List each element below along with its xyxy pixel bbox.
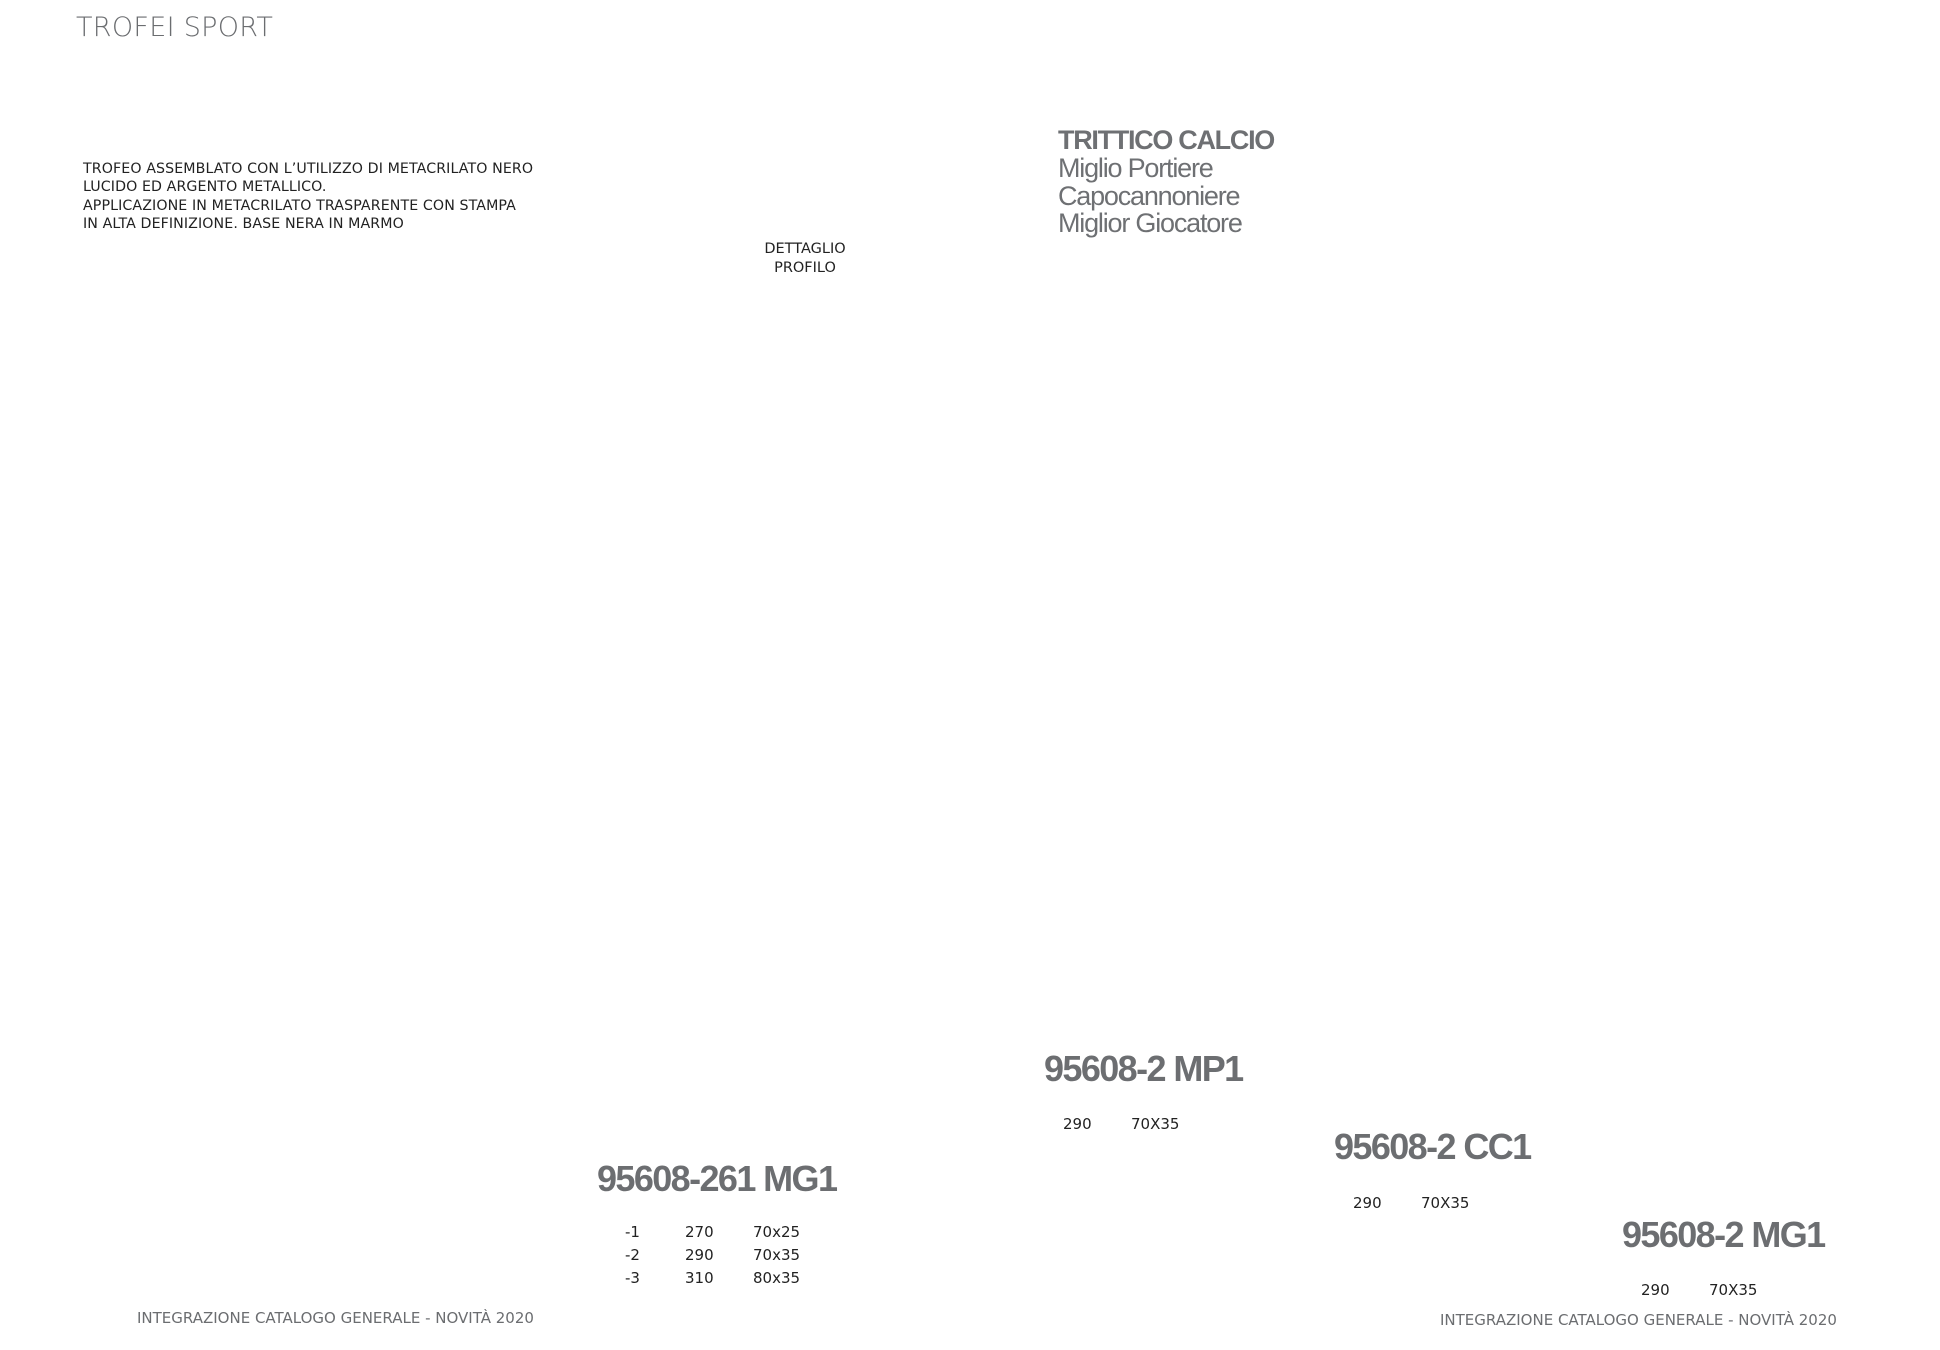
spec-height: 310 xyxy=(685,1268,714,1287)
spec-suffix: -3 xyxy=(625,1268,640,1287)
table-row xyxy=(625,1266,813,1289)
detail-profile-label xyxy=(740,240,870,278)
spec-height: 290 xyxy=(1641,1281,1670,1299)
table-row xyxy=(625,1220,813,1243)
product-name: TRITTICO CALCIO xyxy=(1058,125,1274,155)
spec-size: 80x35 xyxy=(753,1268,801,1287)
detail-label-line2: PROFILO xyxy=(774,260,836,276)
product-code-261-mg1: 95608-261 MG1 xyxy=(597,1158,837,1199)
table-row xyxy=(625,1243,813,1266)
product-description xyxy=(83,160,643,234)
spec-height: 270 xyxy=(685,1222,714,1241)
description-line: IN ALTA DEFINIZIONE. BASE NERA IN MARMO xyxy=(83,216,404,233)
spec-height: 290 xyxy=(1063,1115,1092,1133)
spec-mp1 xyxy=(1063,1115,1179,1133)
spec-size: 70X35 xyxy=(1421,1194,1470,1212)
footer-left: INTEGRAZIONE CATALOGO GENERALE - NOVITÀ 2020 xyxy=(137,1309,534,1327)
description-line: TROFEO ASSEMBLATO CON L’UTILIZZO DI METACRILATO NERO xyxy=(83,161,534,177)
section-title: TROFEI SPORT xyxy=(76,12,274,43)
product-variants xyxy=(1058,155,1274,238)
spec-height: 290 xyxy=(1353,1194,1382,1212)
description-line: LUCIDO ED ARGENTO METALLICO. xyxy=(83,179,327,196)
spec-suffix: -1 xyxy=(625,1222,640,1241)
product-code-cc1: 95608-2 CC1 xyxy=(1334,1126,1531,1167)
variant-label: Capocannoniere xyxy=(1058,180,1240,211)
spec-size: 70x35 xyxy=(753,1245,801,1264)
product-code-mg1: 95608-2 MG1 xyxy=(1622,1214,1825,1255)
spec-suffix: -2 xyxy=(625,1245,640,1264)
product-heading xyxy=(1058,126,1274,238)
spec-mg1 xyxy=(1641,1281,1757,1299)
variant-label: Miglior Giocatore xyxy=(1058,208,1242,238)
spec-size: 70X35 xyxy=(1709,1281,1758,1299)
detail-label-line1: DETTAGLIO xyxy=(764,241,846,257)
description-line: APPLICAZIONE IN METACRILATO TRASPARENTE CON STAMPA xyxy=(83,197,516,214)
spec-size: 70x25 xyxy=(753,1222,801,1241)
spec-height: 290 xyxy=(685,1245,714,1264)
spec-size: 70X35 xyxy=(1131,1115,1180,1133)
spec-table-261-mg1 xyxy=(625,1220,813,1289)
product-code-mp1: 95608-2 MP1 xyxy=(1044,1048,1243,1089)
footer-right: INTEGRAZIONE CATALOGO GENERALE - NOVITÀ 2020 xyxy=(1440,1311,1837,1329)
spec-cc1 xyxy=(1353,1194,1469,1212)
variant-label: Miglio Portiere xyxy=(1058,153,1213,183)
